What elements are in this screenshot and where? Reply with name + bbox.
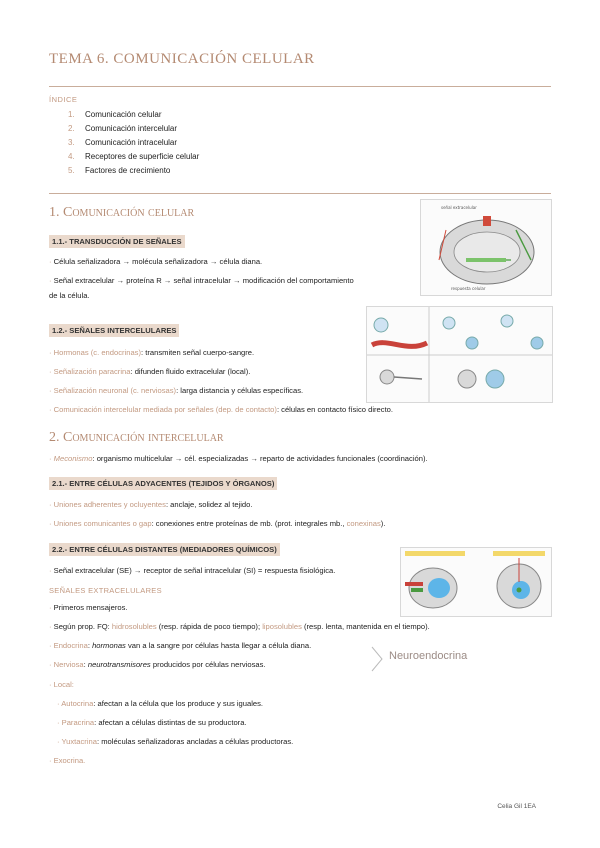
index-label: Comunicación intracelular <box>85 138 178 147</box>
subsection-1-2: 1.2.- SEÑALES INTERCELULARES <box>49 324 179 337</box>
list-item: · Endocrina: hormonas van a la sangre por células hasta llegar a célula diana. <box>49 641 312 650</box>
signaling-types-icon <box>367 307 552 402</box>
list-item: · Según prop. FQ: hidrosolubles (resp. rápida de poco tiempo); liposolubles (resp. lenta, mantenida en el tiempo). <box>49 622 430 631</box>
index-rule <box>49 193 551 194</box>
junction-item: · Uniones comunicantes o gap: conexiones entre proteínas de mb. (prot. integrales mb., conexinas). <box>49 519 386 528</box>
subsection-1-1: 1.1.- TRANSDUCCIÓN DE SEÑALES <box>49 235 185 248</box>
list-item: · Primeros mensajeros. <box>49 603 128 612</box>
svg-text:señal extracelular: señal extracelular <box>441 205 477 210</box>
list-subitem: · Yuxtacrina: moléculas señalizadoras ancladas a células productoras. <box>57 737 294 746</box>
index-item-2[interactable] <box>68 124 177 133</box>
index-item-1[interactable] <box>68 110 161 119</box>
paragraph: · Señal extracelular → proteína R → señal intracelular → modificación del comportamiento <box>49 276 354 285</box>
index-num: 3. <box>68 138 75 147</box>
index-num: 4. <box>68 152 75 161</box>
paragraph: · Meconismo: organismo multicelular → cél. especializadas → reparto de actividades funcionales (coordinación). <box>49 454 428 463</box>
section-1-heading: 1. Comunicación celular <box>49 205 195 220</box>
receptor-diagram-icon <box>401 548 551 616</box>
index-num: 1. <box>68 110 75 119</box>
index-heading: ÍNDICE <box>49 95 78 104</box>
list-subitem: · Paracrina: afectan a células distintas de su productora. <box>57 718 247 727</box>
subsection-2-2: 2.2.- ENTRE CÉLULAS DISTANTES (MEDIADORES QUÍMICOS) <box>49 543 280 556</box>
figure-signal-transduction <box>420 199 552 296</box>
list-subitem: · Autocrina: afectan a la célula que los produce y sus iguales. <box>57 699 264 708</box>
page-title: TEMA 6. COMUNICACIÓN CELULAR <box>49 51 315 67</box>
index-num: 2. <box>68 124 75 133</box>
neuroendocrine-note: Neuroendocrina <box>389 650 468 662</box>
subsection-2-1: 2.1.- ENTRE CÉLULAS ADYACENTES (TEJIDOS Y ÓRGANOS) <box>49 477 277 490</box>
paragraph: · Señal extracelular (SE) → receptor de señal intracelular (SI) = respuesta fisiológica. <box>49 566 336 575</box>
index-label: Factores de crecimiento <box>85 166 171 175</box>
signal-item: · Hormonas (c. endocrinas): transmiten señal cuerpo-sangre. <box>49 348 255 357</box>
index-item-5[interactable] <box>68 166 170 175</box>
svg-text:respuesta celular: respuesta celular <box>451 286 486 291</box>
index-item-3[interactable] <box>68 138 177 147</box>
signal-item: · Señalización neuronal (c. nerviosas): larga distancia y células específicas. <box>49 386 304 395</box>
paragraph: · Célula señalizadora → molécula señalizadora → célula diana. <box>49 257 263 266</box>
section-2-heading: 2. Comunicación intercelular <box>49 430 224 445</box>
index-item-4[interactable] <box>68 152 199 161</box>
junction-item: · Uniones adherentes y ocluyentes: anclaje, solidez al tejido. <box>49 500 253 509</box>
index-label: Comunicación celular <box>85 110 162 119</box>
label-extracellular-signals: SEÑALES EXTRACELULARES <box>49 586 162 595</box>
list-item: · Exocrina. <box>49 756 86 765</box>
figure-intercellular-signals <box>366 306 553 403</box>
figure-receptors <box>400 547 552 617</box>
index-num: 5. <box>68 166 75 175</box>
bracket-icon <box>370 645 384 678</box>
footer-author: Celia Gil 1EA <box>497 803 536 810</box>
signal-item: · Señalización paracrina: difunden fluido extracelular (local). <box>49 367 251 376</box>
list-item: · Nerviosa: neurotransmisores producidos por células nerviosas. <box>49 660 266 669</box>
title-rule <box>49 86 551 87</box>
paragraph: de la célula. <box>49 291 90 300</box>
index-label: Receptores de superficie celular <box>85 152 200 161</box>
cell-diagram-icon <box>421 200 551 295</box>
signal-item: · Comunicación intercelular mediada por señales (dep. de contacto): células en contacto físico directo. <box>49 405 394 414</box>
index-label: Comunicación intercelular <box>85 124 178 133</box>
list-item: · Local: <box>49 680 74 689</box>
